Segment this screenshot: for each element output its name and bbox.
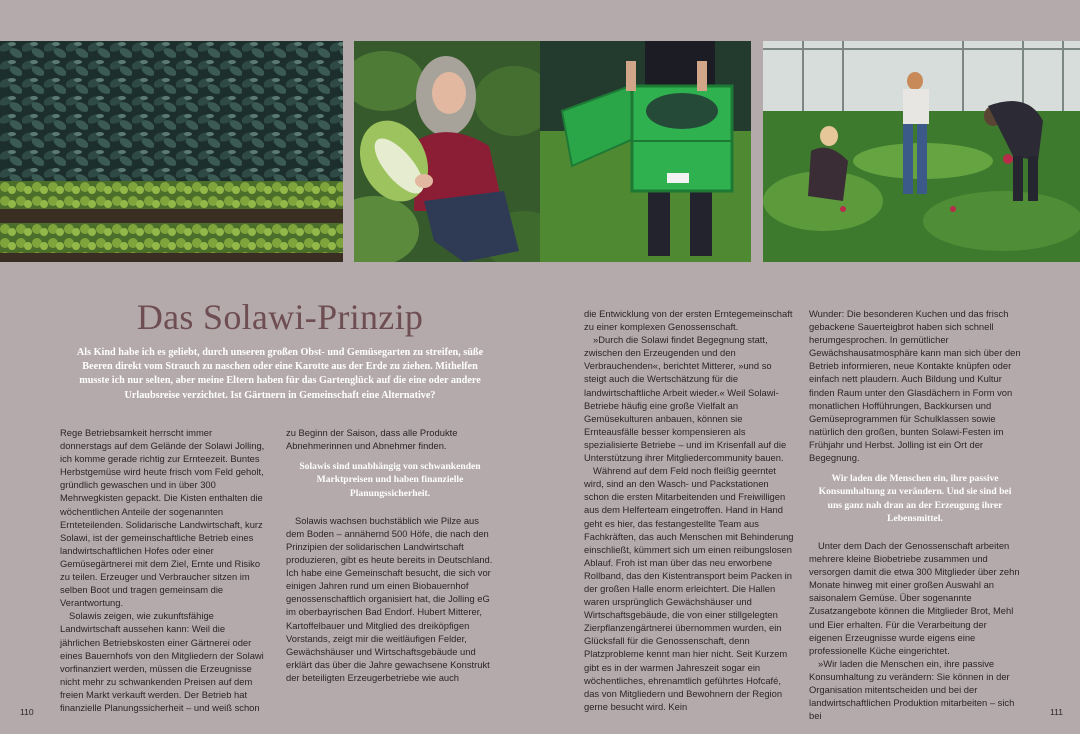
- page-title: Das Solawi-Prinzip: [136, 297, 424, 337]
- paragraph: Solawis zeigen, wie zukunftsfähige Landwirtschaft aussehen kann: Weil die jährlichen Betriebskosten einer Gärtnerei oder eines Bauernhofs von den Mitgliedern der Solawi vorfinanziert werden, müssen die Erzeugnisse nicht mehr zu schwankenden Preisen auf dem freien Markt verkauft werden. Der Betrieb hat finanzielle Planungssicherheit – und weiß schon: [60, 610, 264, 713]
- page-number-left: 110: [20, 707, 34, 717]
- paragraph: zu Beginn der Saison, dass alle Produkte Abnehmerinnen und Abnehmer finden.: [286, 427, 458, 452]
- paragraph: Unter dem Dach der Genossenschaft arbeiten mehrere kleine Biobetriebe zusammen und versorgen damit die etwa 300 Mitglieder über zehn Monate hinweg mit einer großen Auswahl an saisonalem Gemüse. Über sogenannte Zusatzangebote können die Mitglieder Brot, Mehl und Eier erhalten. Für die Verarbeitung der eigenen Erzeugnisse wurde eigens eine professionelle Küche eingerichtet.: [809, 539, 1020, 656]
- photo-vegetable-rows: [0, 41, 343, 262]
- photo-crates-of-vegetables: [540, 41, 751, 262]
- text-column-2: [286, 426, 494, 684]
- page-number-right: 111: [1050, 707, 1063, 717]
- article-intro: Als Kind habe ich es geliebt, durch unseren großen Obst- und Gemüsegarten zu streifen, süße Beeren direkt vom Strauch zu naschen oder eine Karotte aus der Erde zu ziehen. Mithelfen musste ich nur selten, aber meine Eltern haben für das Gartenglück auf die eine oder andere Urlaubsreise verzichtet. Ist Gärtnern in Gemeinschaft eine Alternative?: [76, 347, 484, 401]
- photo-greenhouse-harvest: [763, 41, 1080, 262]
- pull-quote: Solawis sind unabhängig von schwankenden Marktpreisen und haben finanzielle Planungssicherheit.: [299, 461, 481, 499]
- pull-quote: Wir laden die Menschen ein, ihre passive Konsumhaltung zu verändern. Und sie sind bei uns ganz nah dran an der Erzeugung ihrer Lebensmittel.: [818, 473, 1012, 524]
- text-column-3: [584, 307, 796, 713]
- paragraph: Solawis wachsen buchstäblich wie Pilze aus dem Boden – annähernd 500 Höfe, die nach den Prinzipien der solidarischen Landwirtschaft produzieren, gibt es heute bereits in Deutschland. Ich habe eine Gemeinschaft besucht, die sich vor einigen Jahren rund um einen Biobauernhof genossenschaftlich organisiert hat, die Jolling eG im oberbayrischen Bad Endorf. Hubert Mitterer, Kartoffelbauer und Mitglied des dreiköpfigen Vorstands, zeigt mir die weitläufigen Felder, Gewächshäuser und Wirtschaftsgebäude und erklärt das über die Jahre gewachsene Konstrukt der beteiligten Erzeugerbetriebe wie auch: [286, 514, 493, 683]
- paragraph: »Wir laden die Menschen ein, ihre passive Konsumhaltung zu verändern: Sie können in der Organisation mitentscheiden und bei der landwirtschaftlichen Produktion mitarbeiten – sich bei: [809, 657, 1015, 722]
- paragraph: Rege Betriebsamkeit herrscht immer donnerstags auf dem Gelände der Solawi Jolling, ich komme gerade richtig zur Ernteezeit. Buntes Herbstgemüse wird heute frisch vom Feld geholt, gründlich gewaschen und in über 300 Mehrwegkisten gepackt. Die Kisten enthalten die wöchentlichen Anteile der sogenannten Ernteteilenden. Solidarische Landwirtschaft, kurz Solawi, ist der gemeinschaftliche Betrieb eines landwirtschaftlichen Hofes oder einer Gemüsegärtnerei mit dem Ziel, Ernte und Risiko zu teilen. Erzeuger und Verbraucher sitzen im selben Boot und tragen gemeinsam die Verantwortung.: [60, 427, 265, 609]
- text-column-1: [60, 426, 265, 714]
- paragraph: Während auf dem Feld noch fleißig geerntet wird, sind an den Wasch- und Packstationen schon die ersten Mitarbeitenden und Freiwilligen aus dem Helferteam eingetroffen. Hand in Hand geht es hier, das festangestellte Team aus Fachkräften, das auch Menschen mit Behinderung einschließt, kümmert sich um einen reibungslosen Ablauf. Froh ist man über das neu erworbene Rollband, das den Kistentransport beim Packen in der großen Halle enorm erleichtert. Die Hallen waren ursprünglich Gewächshäuser und Wirtschaftsgebäude, die von einer stillgelegten Zierpflanzengärtnerei übernommen wurden, ein Glücksfall für die Genossenschaft, denn Platzprobleme kennt man hier nicht. Seit Kurzem gibt es in der warmen Jahreszeit sogar ein wöchentliches, ehrenamtlich geführtes Hofcafé, das von Mitgliedern und Bewohnern der Region gerne besucht wird. Kein: [584, 465, 794, 712]
- paragraph: »Durch die Solawi findet Begegnung statt, zwischen den Erzeugenden und den Verbrauchenden«, berichtet Mitterer, »und so steigt auch die Wertschätzung für die landwirtschaftliche Arbeit wieder.« Weil Solawi-Betriebe häufig eine große Vielfalt an Gemüsekulturen anbauen, können sie Ernteausfälle besser kompensieren als spezialisierte Betriebe – und im Krisenfall auf die Unterstützung ihrer Mitgliedercommunity bauen.: [584, 334, 787, 464]
- text-column-4: [809, 307, 1021, 722]
- paragraph: Wunder: Die besonderen Kuchen und das frisch gebackene Sauerteigbrot haben sich schnell herumgesprochen. In gemütlicher Gewächshausatmosphäre kann man sich über den Betrieb informieren, neue Kontakte knüpfen oder einfach nett plaudern. Auch Bildung und Kultur finden Raum unter den Glasdächern in Form von monatlichen Hofführungen, Backkursen und Gemüseprogrammen für Schulklassen sowie natürlich den großen, bunten Solawi-Festen im Frühjahr und Herbst. Jolling ist ein Ort der Begegnung.: [809, 308, 1021, 464]
- paragraph: die Entwicklung von der ersten Erntegemeinschaft zu einer komplexen Genossenschaft.: [584, 308, 793, 333]
- photo-farmer-with-cabbage: [354, 41, 540, 262]
